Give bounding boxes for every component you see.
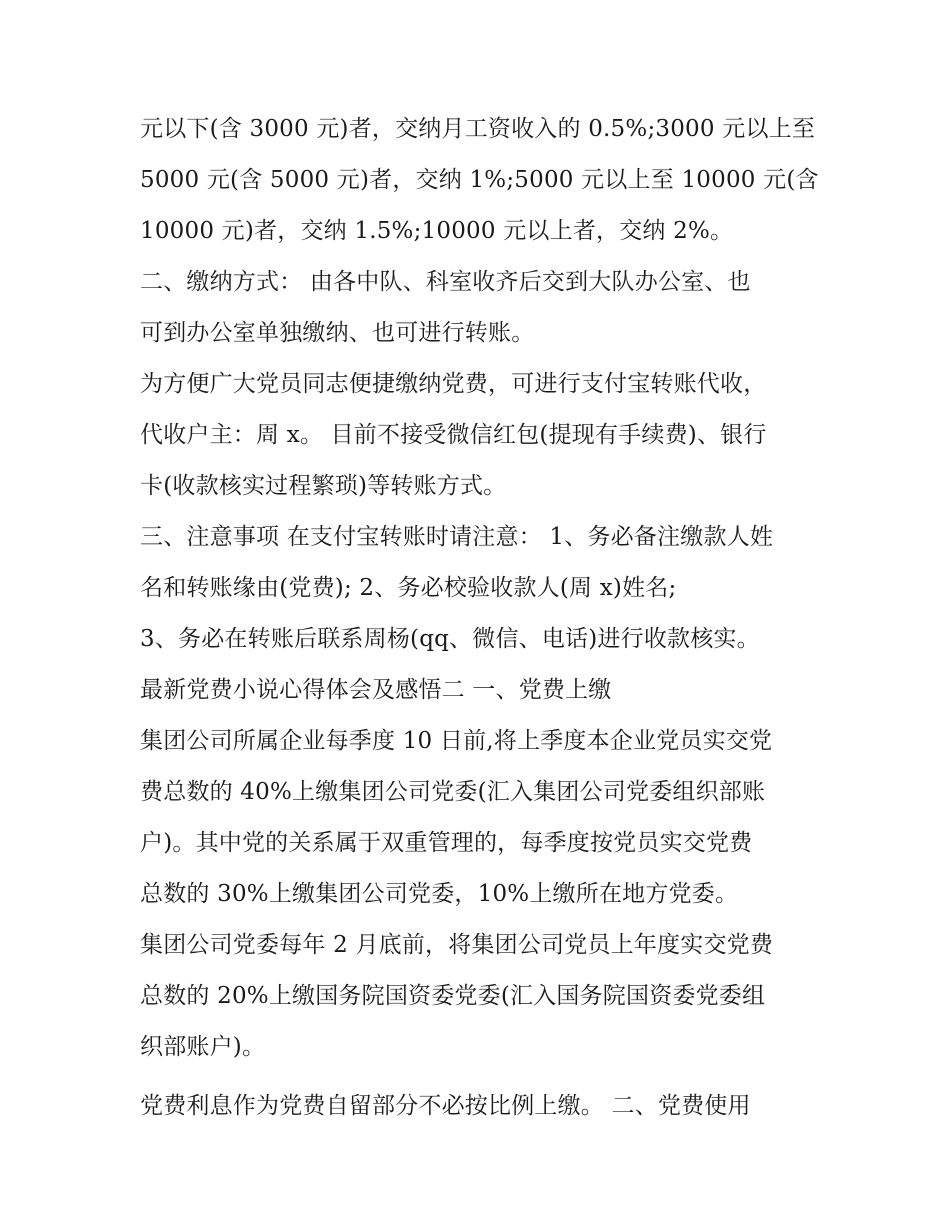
text-line: 卡(收款核实过程繁琐)等转账方式。	[140, 473, 507, 499]
text-line: 三、注意事项 在支付宝转账时请注意： 1、务必备注缴款人姓	[140, 524, 774, 550]
text-line: 10000 元)者，交纳 1.5%;10000 元以上者，交纳 2%。	[140, 218, 734, 244]
text-line: 为方便广大党员同志便捷缴纳党费，可进行支付宝转账代收，	[140, 371, 767, 397]
text-line: 集团公司党委每年 2 月底前，将集团公司党员上年度实交党费	[140, 932, 774, 958]
text-line: 费总数的 40%上缴集团公司党委(汇入集团公司党委组织部账	[140, 779, 766, 805]
text-line: 织部账户)。	[140, 1034, 266, 1060]
text-line: 元以下(含 3000 元)者，交纳月工资收入的 0.5%;3000 元以上至	[140, 116, 816, 142]
text-line: 户)。其中党的关系属于双重管理的，每季度按党员实交党费	[140, 830, 753, 856]
text-line: 总数的 20%上缴国务院国资委党委(汇入国务院国资委党委组	[140, 983, 766, 1009]
text-line: 3、务必在转账后联系周杨(qq、微信、电话)进行收款核实。	[140, 626, 760, 652]
text-line: 集团公司所属企业每季度 10 日前,将上季度本企业党员实交党	[140, 728, 773, 754]
text-line: 总数的 30%上缴集团公司党委，10%上缴所在地方党委。	[140, 881, 739, 907]
text-line: 代收户主：周 x。 目前不接受微信红包(提现有手续费)、银行	[140, 422, 767, 448]
text-line: 党费利息作为党费自留部分不必按比例上缴。 二、党费使用	[140, 1093, 751, 1119]
text-line: 5000 元(含 5000 元)者，交纳 1%;5000 元以上至 10000 元(含	[140, 167, 819, 193]
text-line: 可到办公室单独缴纳、也可进行转账。	[140, 320, 535, 346]
text-line: 名和转账缘由(党费); 2、务必校验收款人(周 x)姓名;	[140, 575, 677, 601]
document-body	[140, 104, 840, 1132]
section-heading-line: 最新党费小说心得体会及感悟二 一、党费上缴	[140, 677, 612, 703]
text-line: 二、缴纳方式： 由各中队、科室收齐后交到大队办公室、也	[140, 269, 751, 295]
